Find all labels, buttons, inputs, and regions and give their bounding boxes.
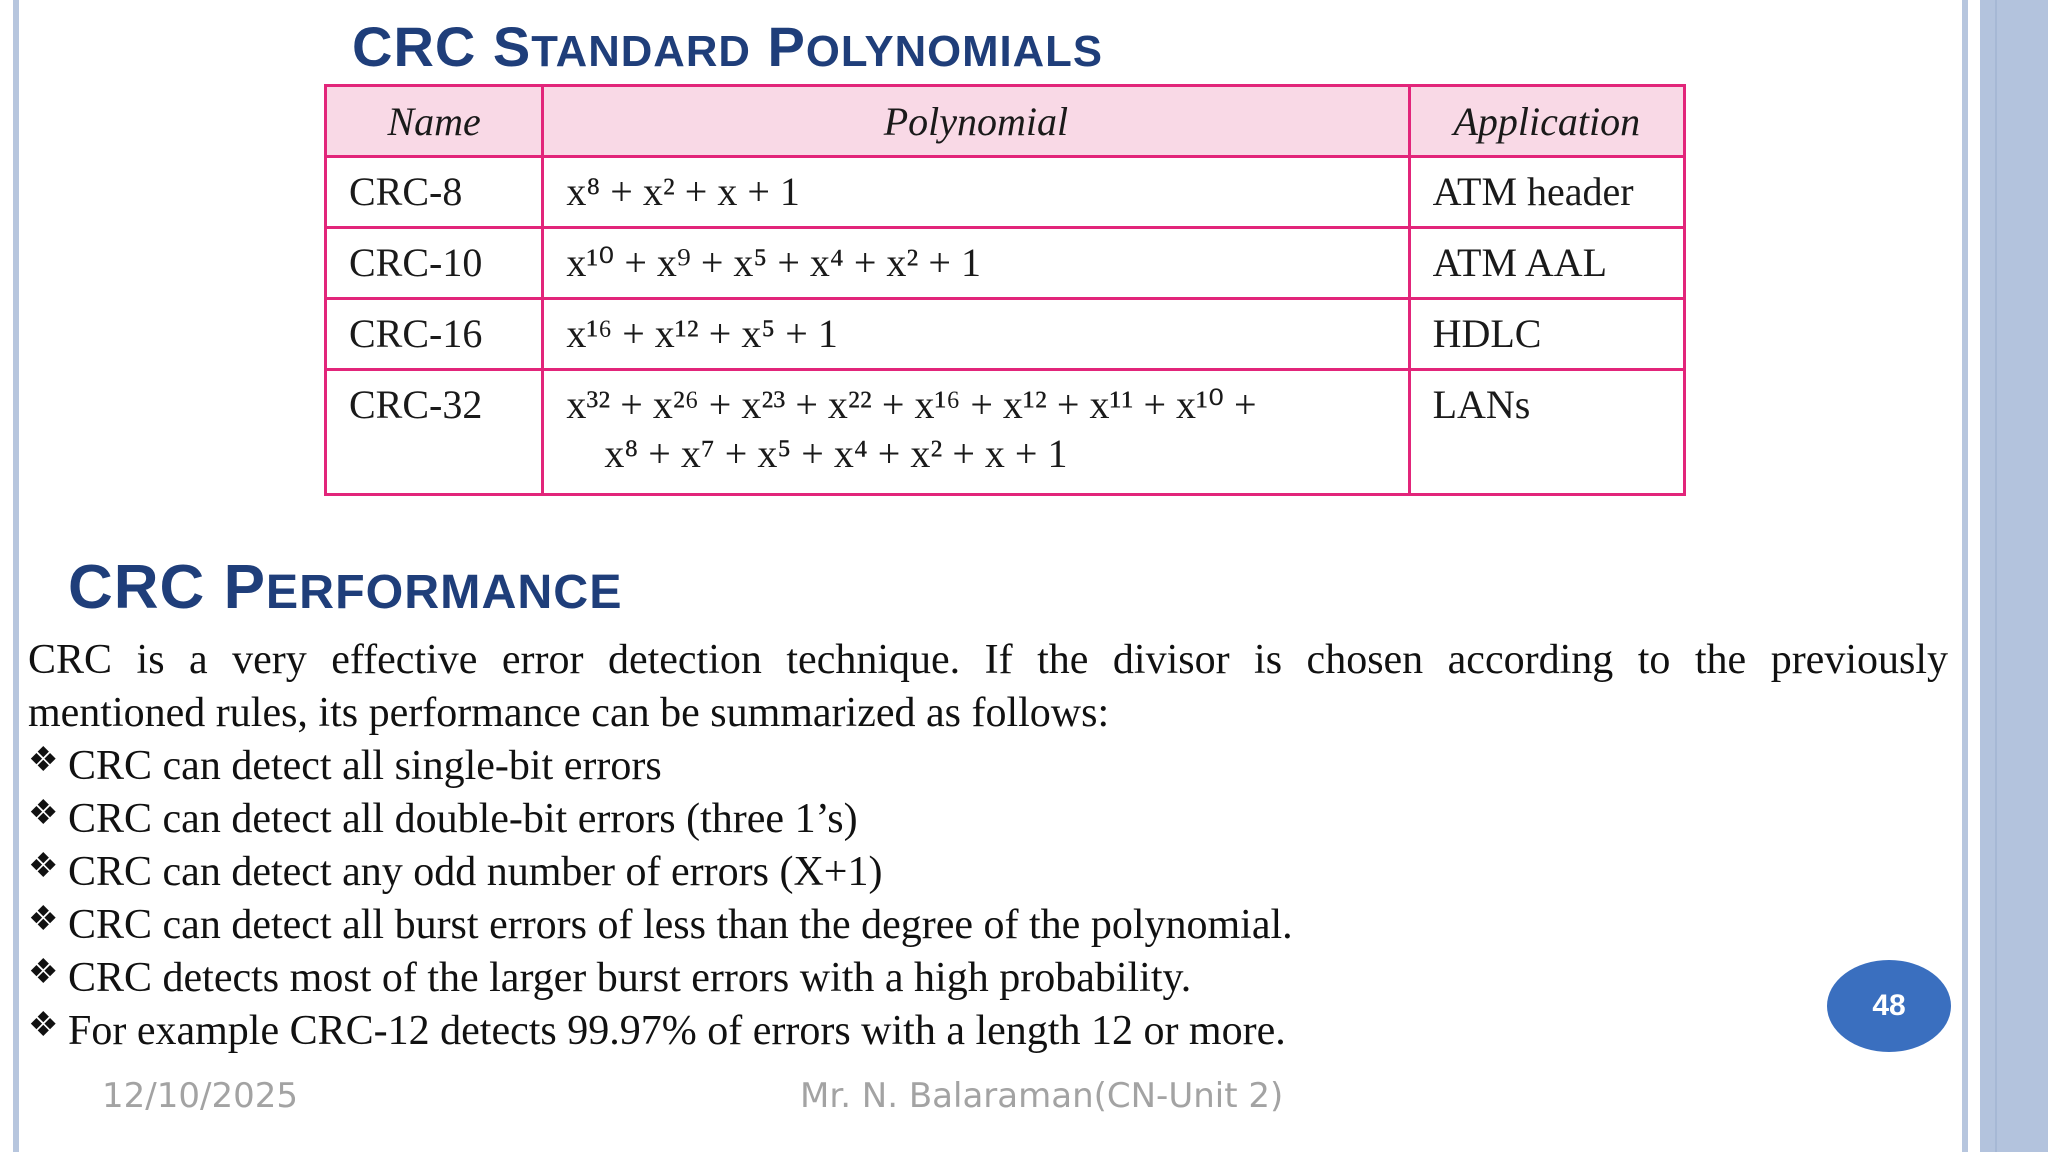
- crc-polynomial-table: [324, 84, 1686, 496]
- polynomial-line-1: x³² + x²⁶ + x²³ + x²² + x¹⁶ + x¹² + x¹¹ + x¹⁰ +: [566, 382, 1257, 427]
- cell-name: CRC-8: [326, 157, 543, 228]
- footer-author: Mr. N. Balaraman(CN-Unit 2): [800, 1076, 1284, 1116]
- list-item: ❖ CRC can detect all single-bit errors: [28, 742, 662, 789]
- cell-name: CRC-16: [326, 299, 543, 370]
- cell-application: ATM header: [1409, 157, 1684, 228]
- diamond-bullet-icon: ❖: [28, 742, 59, 779]
- diamond-bullet-icon: ❖: [28, 795, 59, 832]
- list-item: ❖ CRC can detect all double-bit errors (three 1’s): [28, 795, 858, 842]
- table-row: [326, 157, 1685, 228]
- diamond-bullet-icon: ❖: [28, 901, 59, 938]
- cell-polynomial: x¹⁰ + x⁹ + x⁵ + x⁴ + x² + 1: [543, 228, 1409, 299]
- cell-name: CRC-32: [326, 370, 543, 495]
- intro-line-1: CRC is a very effective error detection technique. If the divisor is chosen according to the previously: [28, 637, 1948, 683]
- cell-name: CRC-10: [326, 228, 543, 299]
- diamond-bullet-icon: ❖: [28, 954, 59, 991]
- performance-body: [28, 634, 1948, 1058]
- polynomial-line-2: x⁸ + x⁷ + x⁵ + x⁴ + x² + x + 1: [604, 431, 1068, 476]
- table-row: [326, 370, 1685, 495]
- list-item: ❖ CRC can detect any odd number of errors (X+1): [28, 848, 883, 895]
- intro-paragraph: [28, 634, 1948, 740]
- footer-date: 12/10/2025: [102, 1076, 298, 1116]
- table-row: [326, 228, 1685, 299]
- section-title-standard-polynomials: CRC STANDARD POLYNOMIALS: [352, 15, 1103, 78]
- cell-polynomial: [543, 370, 1409, 495]
- table-header-row: [326, 86, 1685, 157]
- intro-line-2: mentioned rules, its performance can be summarized as follows:: [28, 690, 1110, 736]
- cell-application: LANs: [1409, 370, 1684, 495]
- list-item: ❖ For example CRC-12 detects 99.97% of errors with a length 12 or more.: [28, 1007, 1286, 1054]
- header-name: Name: [326, 86, 543, 157]
- header-application: Application: [1409, 86, 1684, 157]
- slide-frame-right-inner: [1962, 0, 1968, 1152]
- diamond-bullet-icon: ❖: [28, 848, 59, 885]
- slide-frame-right-line: [1995, 0, 1997, 1152]
- list-item: ❖ CRC detects most of the larger burst errors with a high probability.: [28, 954, 1192, 1001]
- table-row: [326, 299, 1685, 370]
- cell-polynomial: x¹⁶ + x¹² + x⁵ + 1: [543, 299, 1409, 370]
- section-title-crc-performance: CRC PERFORMANCE: [68, 553, 623, 622]
- cell-application: HDLC: [1409, 299, 1684, 370]
- cell-application: ATM AAL: [1409, 228, 1684, 299]
- cell-polynomial: x⁸ + x² + x + 1: [543, 157, 1409, 228]
- performance-bullet-list: [28, 740, 1948, 1058]
- page-number-badge: 48: [1827, 960, 1951, 1052]
- slide-frame-right-bar: [1980, 0, 2048, 1152]
- list-item: ❖ CRC can detect all burst errors of less than the degree of the polynomial.: [28, 901, 1293, 948]
- diamond-bullet-icon: ❖: [28, 1007, 59, 1044]
- slide-frame-left: [13, 0, 19, 1152]
- header-polynomial: Polynomial: [543, 86, 1409, 157]
